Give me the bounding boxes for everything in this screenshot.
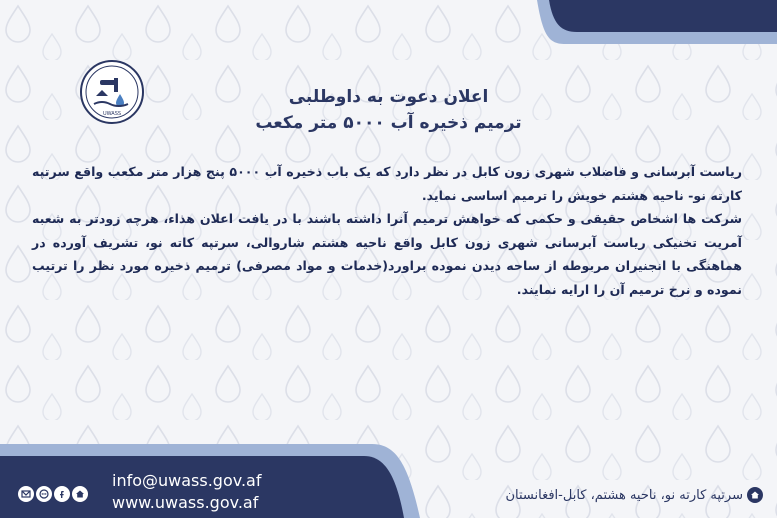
- address-text: سرتپه کارته نو، ناحیه هشتم، کابل-افغانستان: [505, 487, 743, 503]
- home-icon: [747, 487, 763, 503]
- body-paragraph-1: ریاست آبرسانی و فاضلاب شهری زون کابل در نظر دارد که یک باب ذخیره آب ۵۰۰۰ پنج هزار متر مکعب واقع سرتپه کارته نو- ناحیه هشتم خویش را ترمیم اساسی نماید.: [32, 164, 742, 203]
- svg-text:UWASS: UWASS: [102, 111, 122, 117]
- social-icons: [18, 486, 88, 502]
- body-paragraph-2: شرکت ها اشخاص حقیقی و حکمی که خواهش ترمیم آنرا داشته باشند با در یافت اعلان هذاء، هرچه زودتر به شعبه آمریت تخنیکی ریاست آبرسانی شهری زون کابل واقع ناحیه هشتم شاروالی، سرتپه کاته نو، تشریف آورده در هماهنگی با انجنیران مربوطه از ساحه دیدن نموده براورد(خدمات و مواد مصرفی) ترمیم ذخیره مورد نظر را ترتیب نموده و نرخ ترمیم آن را ارایه نمایند.: [32, 211, 742, 297]
- email-link[interactable]: info@uwass.gov.af: [112, 471, 262, 490]
- announcement-body: [32, 160, 742, 301]
- address: [505, 487, 763, 503]
- facebook-icon[interactable]: [54, 486, 70, 502]
- top-right-banner: [537, 0, 777, 44]
- website-link[interactable]: www.uwass.gov.af: [112, 493, 259, 512]
- uwass-logo: [80, 60, 144, 124]
- title-line-2: ترمیم ذخیره آب ۵۰۰۰ متر مکعب: [255, 113, 522, 133]
- home-icon[interactable]: [72, 486, 88, 502]
- chat-icon[interactable]: [36, 486, 52, 502]
- email-icon[interactable]: [18, 486, 34, 502]
- contact-info: [112, 470, 262, 514]
- title-line-1: اعلان دعوت به داوطلبی: [288, 87, 489, 107]
- announcement-title: [160, 84, 617, 136]
